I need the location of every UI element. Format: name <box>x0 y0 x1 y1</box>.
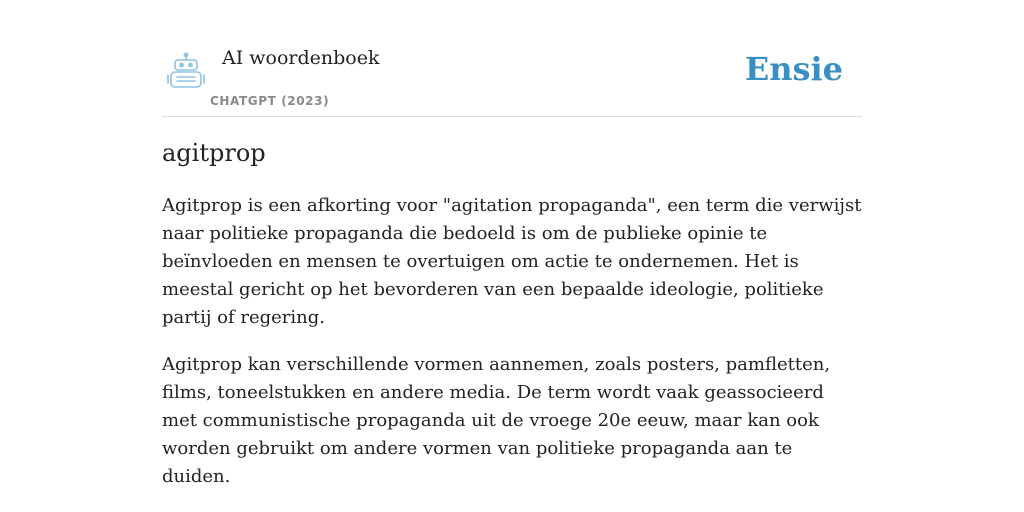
dictionary-header <box>162 40 862 117</box>
entry-definition <box>162 192 862 510</box>
definition-paragraph: Agitprop kan verschillende vormen aannemen, zoals posters, pamfletten, films, toneelstukken en andere media. De term wordt vaak geassocieerd met communistische propaganda uit de vroege 20e eeuw, maar kan ook worden gebruikt om andere vormen van politieke propaganda aan te duiden. <box>162 354 831 487</box>
dictionary-name[interactable]: AI woordenboek <box>222 47 380 69</box>
source-label: CHATGPT (2023) <box>210 94 330 108</box>
definition-paragraph: Agitprop is een afkorting voor "agitation propaganda", een term die verwijst naar politieke propaganda die bedoeld is om de publieke opinie te beïnvloeden en mensen te overtuigen om actie te ondernemen. Het is meestal gericht op het bevorderen van een bepaalde ideologie, politieke partij of regering. <box>162 195 862 328</box>
brand-logo[interactable]: Ensie <box>744 50 843 88</box>
entry-title: agitprop <box>162 139 266 167</box>
robot-icon <box>166 52 206 90</box>
